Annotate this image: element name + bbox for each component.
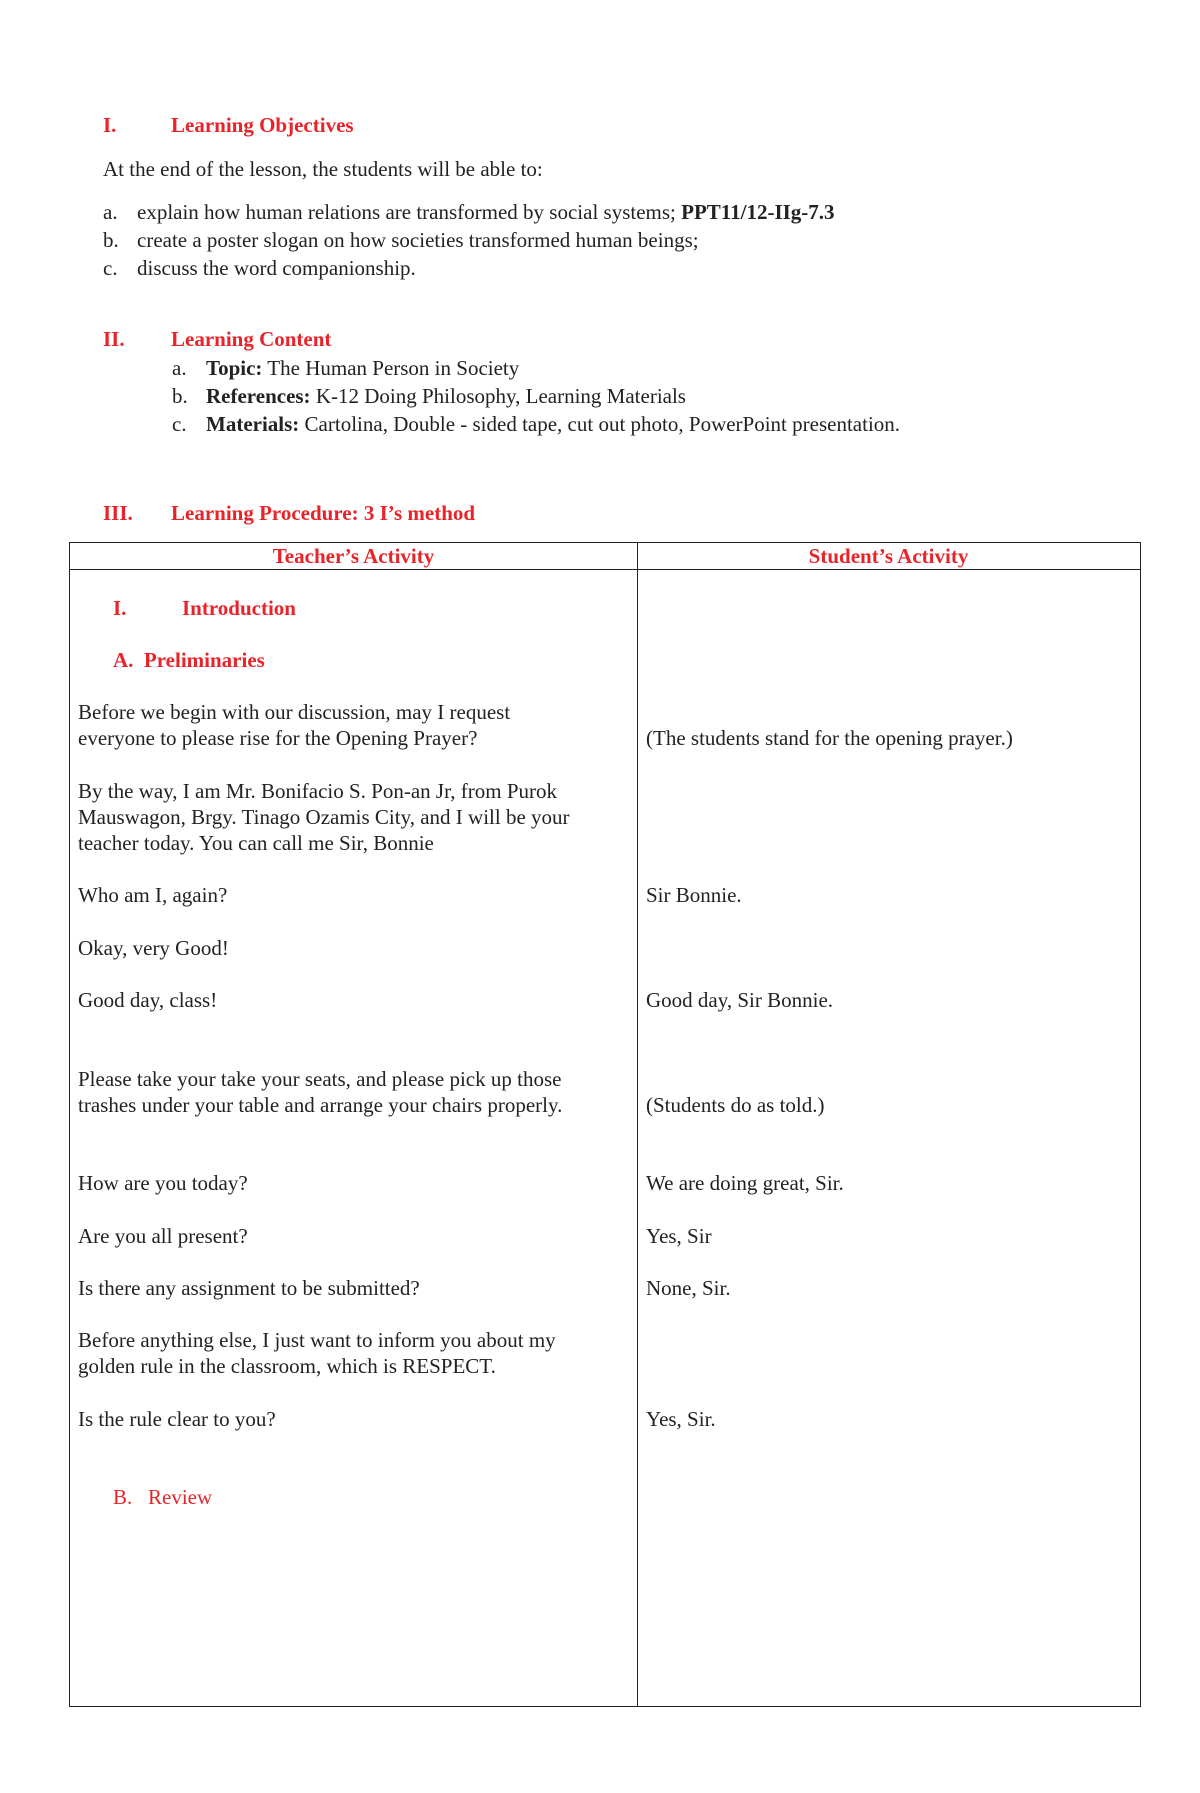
teacher-line: golden rule in the classroom, which is RESPECT. [78, 1354, 496, 1378]
section-title: Learning Content [171, 327, 332, 351]
column-divider [637, 543, 638, 1706]
section-heading-procedure [103, 501, 475, 526]
teacher-line: How are you today? [78, 1171, 248, 1195]
activity-table [69, 542, 1141, 1707]
teacher-line: Before anything else, I just want to inform you about my [78, 1328, 556, 1352]
teacher-line: Is the rule clear to you? [78, 1407, 276, 1431]
student-line: Yes, Sir [646, 1224, 712, 1248]
student-line: (The students stand for the opening prayer.) [646, 726, 1013, 750]
content-list [172, 354, 900, 438]
teacher-line: Are you all present? [78, 1224, 248, 1248]
teacher-line: trashes under your table and arrange your chairs properly. [78, 1093, 563, 1117]
teacher-line: Good day, class! [78, 988, 218, 1012]
student-line: We are doing great, Sir. [646, 1171, 844, 1195]
objectives-intro: At the end of the lesson, the students will be able to: [103, 157, 543, 181]
student-line: Sir Bonnie. [646, 883, 742, 907]
preliminaries-heading: A. Preliminaries [113, 648, 265, 672]
teacher-line: everyone to please rise for the Opening Prayer? [78, 726, 478, 750]
list-item: a. Topic: The Human Person in Society [172, 356, 520, 380]
list-item: b. create a poster slogan on how societies transformed human beings; [103, 228, 699, 252]
teacher-line: Before we begin with our discussion, may I request [78, 700, 511, 724]
teacher-line: Please take your take your seats, and please pick up those [78, 1067, 562, 1091]
student-line: Good day, Sir Bonnie. [646, 988, 834, 1012]
student-line: None, Sir. [646, 1276, 731, 1300]
teacher-line: Okay, very Good! [78, 936, 229, 960]
section-title: Learning Objectives [171, 113, 354, 137]
section-number: I. [103, 113, 117, 137]
section-heading-objectives [103, 113, 354, 138]
section-heading-content [103, 327, 331, 352]
teacher-line: Who am I, again? [78, 883, 228, 907]
competency-code: PPT11/12-IIg-7.3 [681, 200, 835, 224]
list-item: b. References: K-12 Doing Philosophy, Learning Materials [172, 384, 686, 408]
list-item: c. Materials: Cartolina, Double - sided tape, cut out photo, PowerPoint presentation. [172, 412, 901, 436]
list-item: c. discuss the word companionship. [103, 256, 416, 280]
student-line: (Students do as told.) [646, 1093, 825, 1117]
list-item: a. explain how human relations are transformed by social systems; PPT11/12-IIg-7.3 [103, 200, 835, 224]
student-line: Yes, Sir. [646, 1407, 716, 1431]
teacher-line: Mauswagon, Brgy. Tinago Ozamis City, and I will be your [78, 805, 570, 829]
header-student-activity: Student’s Activity [808, 544, 969, 568]
section-number: III. [103, 501, 133, 525]
intro-title: Introduction [182, 596, 296, 620]
teacher-line: By the way, I am Mr. Bonifacio S. Pon-an Jr, from Purok [78, 779, 557, 803]
objectives-list [103, 198, 835, 282]
header-teacher-activity: Teacher’s Activity [272, 544, 435, 568]
section-title: Learning Procedure: 3 I’s method [171, 501, 476, 525]
review-heading: B. Review [113, 1485, 213, 1509]
teacher-line: Is there any assignment to be submitted? [78, 1276, 420, 1300]
teacher-line: teacher today. You can call me Sir, Bonnie [78, 831, 434, 855]
section-number: II. [103, 327, 125, 351]
intro-number: I. [113, 596, 127, 620]
